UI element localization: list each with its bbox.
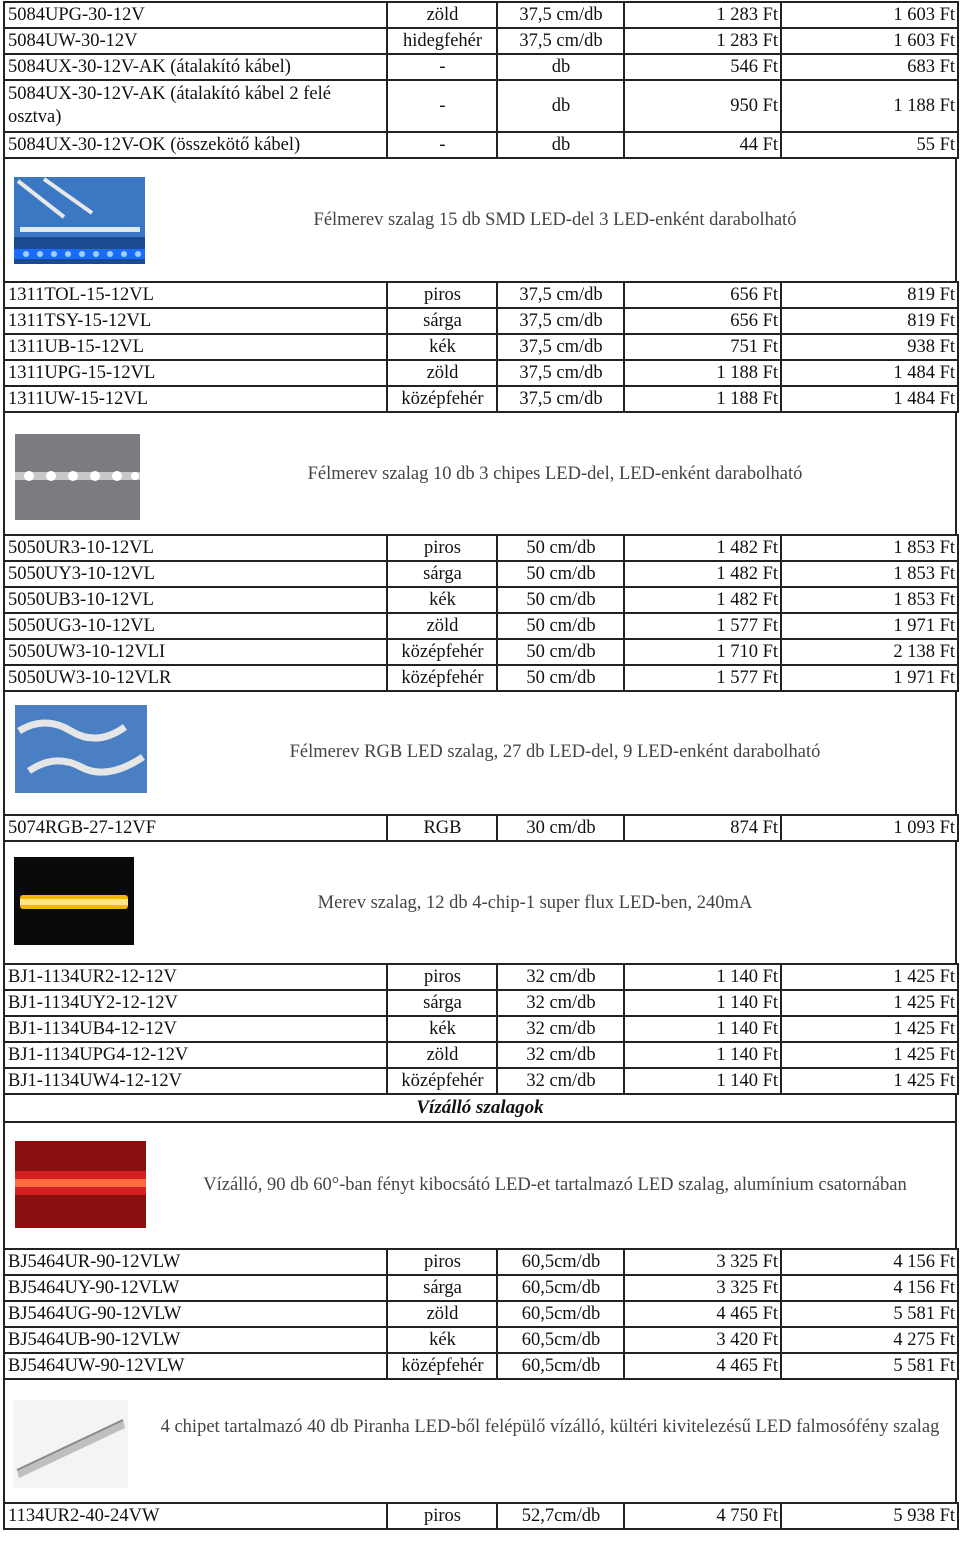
gross-price-cell: 1 188 Ft [781,80,958,132]
net-price-cell: 1 283 Ft [624,2,781,28]
table-row [4,282,958,308]
product-code-cell: 5050UR3-10-12VL [4,535,387,561]
net-price-cell: 1 482 Ft [624,561,781,587]
color-cell: középfehér [387,1353,497,1379]
color-cell: zöld [387,613,497,639]
net-price-cell: 3 420 Ft [624,1327,781,1353]
net-price-cell: 656 Ft [624,282,781,308]
length-cell: 37,5 cm/db [497,360,624,386]
color-cell: zöld [387,1042,497,1068]
table-row [4,1327,958,1353]
net-price-cell: 546 Ft [624,54,781,80]
price-table-7 [3,1502,959,1530]
table-row [4,990,958,1016]
net-price-cell: 1 710 Ft [624,639,781,665]
table-row [4,360,958,386]
net-price-cell: 1 140 Ft [624,964,781,990]
net-price-cell: 751 Ft [624,334,781,360]
table-row [4,334,958,360]
gross-price-cell: 4 275 Ft [781,1327,958,1353]
length-cell: 32 cm/db [497,1042,624,1068]
net-price-cell: 44 Ft [624,132,781,158]
color-cell: piros [387,535,497,561]
product-code-cell: 1134UR2-40-24VW [4,1503,387,1529]
table-row [4,535,958,561]
section-rgb-27 [3,692,957,814]
gross-price-cell: 819 Ft [781,282,958,308]
product-code-cell: BJ5464UR-90-12VLW [4,1249,387,1275]
product-code-cell: 5084UX-30-12V-OK (összekötő kábel) [4,132,387,158]
net-price-cell: 1 482 Ft [624,587,781,613]
color-cell: piros [387,1249,497,1275]
gross-price-cell: 5 581 Ft [781,1353,958,1379]
red-led-channel-photo [15,1141,146,1228]
net-price-cell: 1 140 Ft [624,990,781,1016]
net-price-cell: 1 140 Ft [624,1016,781,1042]
length-cell: 60,5cm/db [497,1327,624,1353]
table-row [4,1042,958,1068]
net-price-cell: 4 465 Ft [624,1353,781,1379]
gross-price-cell: 1 425 Ft [781,990,958,1016]
product-code-cell: 1311UB-15-12VL [4,334,387,360]
price-table-3 [3,534,959,692]
gross-price-cell: 1 603 Ft [781,28,958,54]
product-code-cell: 5084UPG-30-12V [4,2,387,28]
gross-price-cell: 1 425 Ft [781,964,958,990]
table-row [4,28,958,54]
color-cell: piros [387,282,497,308]
color-cell: kék [387,1327,497,1353]
table-row [4,1503,958,1529]
color-cell: kék [387,1016,497,1042]
gross-price-cell: 5 938 Ft [781,1503,958,1529]
length-cell: 32 cm/db [497,1068,624,1094]
gross-price-cell: 55 Ft [781,132,958,158]
product-code-cell: 5084UW-30-12V [4,28,387,54]
net-price-cell: 1 283 Ft [624,28,781,54]
table-row [4,613,958,639]
gross-price-cell: 1 853 Ft [781,561,958,587]
length-cell: 50 cm/db [497,613,624,639]
net-price-cell: 874 Ft [624,815,781,841]
color-cell: hidegfehér [387,28,497,54]
product-code-cell: BJ1-1134UB4-12-12V [4,1016,387,1042]
gross-price-cell: 1 093 Ft [781,815,958,841]
table-row [4,2,958,28]
product-code-cell: BJ5464UB-90-12VLW [4,1327,387,1353]
product-code-cell: 1311UPG-15-12VL [4,360,387,386]
color-cell: RGB [387,815,497,841]
gross-price-cell: 1 853 Ft [781,535,958,561]
color-cell: sárga [387,990,497,1016]
rgb-led-strip-photo [15,705,147,793]
gross-price-cell: 1 425 Ft [781,1042,958,1068]
section-caption: Félmerev RGB LED szalag, 27 db LED-del, 9 LED-enként darabolható [289,742,821,762]
length-cell: 50 cm/db [497,587,624,613]
length-cell: 60,5cm/db [497,1275,624,1301]
color-cell: piros [387,964,497,990]
net-price-cell: 1 188 Ft [624,386,781,412]
gross-price-cell: 938 Ft [781,334,958,360]
color-cell: sárga [387,308,497,334]
net-price-cell: 3 325 Ft [624,1249,781,1275]
gross-price-cell: 1 425 Ft [781,1068,958,1094]
table-row [4,1249,958,1275]
section-caption: Félmerev szalag 10 db 3 chipes LED-del, LED-enként darabolható [307,464,803,484]
table-row [4,665,958,691]
gross-price-cell: 683 Ft [781,54,958,80]
table-row [4,964,958,990]
color-cell: - [387,54,497,80]
section-caption: Félmerev szalag 15 db SMD LED-del 3 LED-enként darabolható [313,210,797,230]
product-code-cell: BJ5464UY-90-12VLW [4,1275,387,1301]
length-cell: 37,5 cm/db [497,28,624,54]
net-price-cell: 1 482 Ft [624,535,781,561]
net-price-cell: 3 325 Ft [624,1275,781,1301]
color-cell: kék [387,587,497,613]
product-code-cell: 5050UW3-10-12VLI [4,639,387,665]
gross-price-cell: 1 484 Ft [781,360,958,386]
product-code-cell: 5074RGB-27-12VF [4,815,387,841]
gross-price-cell: 1 971 Ft [781,665,958,691]
product-code-cell: 5084UX-30-12V-AK (átalakító kábel 2 felé osztva) [4,80,387,132]
yellow-led-bar-photo [14,857,134,945]
section-smd-15 [3,159,957,281]
white-led-strip-photo [15,434,140,520]
table-row [4,1068,958,1094]
table-row [4,80,958,132]
product-code-cell: 1311UW-15-12VL [4,386,387,412]
gross-price-cell: 1 971 Ft [781,613,958,639]
table-row [4,1353,958,1379]
table-row [4,54,958,80]
waterproof-section-title: Vízálló szalagok [3,1095,957,1123]
section-3chip-10 [3,413,957,534]
color-cell: sárga [387,1275,497,1301]
section-caption: Vízálló, 90 db 60°-ban fényt kibocsátó LED-et tartalmazó LED szalag, alumínium csatornában [203,1175,907,1195]
color-cell: piros [387,1503,497,1529]
length-cell: 32 cm/db [497,1016,624,1042]
net-price-cell: 656 Ft [624,308,781,334]
gross-price-cell: 5 581 Ft [781,1301,958,1327]
net-price-cell: 4 465 Ft [624,1301,781,1327]
product-code-cell: 5050UG3-10-12VL [4,613,387,639]
table-row [4,1275,958,1301]
color-cell: kék [387,334,497,360]
table-row [4,639,958,665]
price-table-6 [3,1248,959,1380]
gross-price-cell: 819 Ft [781,308,958,334]
net-price-cell: 1 577 Ft [624,665,781,691]
table-row [4,1301,958,1327]
length-cell: 37,5 cm/db [497,334,624,360]
table-row [4,587,958,613]
product-code-cell: BJ5464UW-90-12VLW [4,1353,387,1379]
price-table-4 [3,814,959,842]
table-row [4,815,958,841]
color-cell: középfehér [387,386,497,412]
length-cell: 60,5cm/db [497,1353,624,1379]
gross-price-cell: 1 603 Ft [781,2,958,28]
product-code-cell: BJ5464UG-90-12VLW [4,1301,387,1327]
gross-price-cell: 1 484 Ft [781,386,958,412]
product-code-cell: BJ1-1134UW4-12-12V [4,1068,387,1094]
length-cell: db [497,54,624,80]
color-cell: zöld [387,1301,497,1327]
table-row [4,1016,958,1042]
color-cell: zöld [387,2,497,28]
length-cell: 50 cm/db [497,665,624,691]
length-cell: 37,5 cm/db [497,308,624,334]
gross-price-cell: 1 853 Ft [781,587,958,613]
product-code-cell: 5050UY3-10-12VL [4,561,387,587]
length-cell: 37,5 cm/db [497,2,624,28]
product-code-cell: 5050UB3-10-12VL [4,587,387,613]
length-cell: db [497,80,624,132]
table-row [4,386,958,412]
length-cell: 32 cm/db [497,990,624,1016]
price-table-5 [3,963,959,1095]
table-row [4,561,958,587]
length-cell: 32 cm/db [497,964,624,990]
color-cell: középfehér [387,1068,497,1094]
section-superflux-12 [3,842,957,963]
section-caption: Merev szalag, 12 db 4-chip-1 super flux LED-ben, 240mA [317,893,753,913]
length-cell: 50 cm/db [497,561,624,587]
price-table-2 [3,281,959,413]
net-price-cell: 1 140 Ft [624,1042,781,1068]
table-row [4,308,958,334]
section-waterproof-90 [3,1123,957,1248]
length-cell: 52,7cm/db [497,1503,624,1529]
color-cell: középfehér [387,639,497,665]
color-cell: zöld [387,360,497,386]
net-price-cell: 1 577 Ft [624,613,781,639]
table-row [4,132,958,158]
length-cell: 60,5cm/db [497,1301,624,1327]
length-cell: 37,5 cm/db [497,282,624,308]
blue-led-strip-photo [14,177,145,264]
length-cell: 60,5cm/db [497,1249,624,1275]
gross-price-cell: 4 156 Ft [781,1275,958,1301]
gross-price-cell: 2 138 Ft [781,639,958,665]
product-code-cell: BJ1-1134UPG4-12-12V [4,1042,387,1068]
color-cell: - [387,132,497,158]
length-cell: 50 cm/db [497,535,624,561]
length-cell: 30 cm/db [497,815,624,841]
gross-price-cell: 1 425 Ft [781,1016,958,1042]
net-price-cell: 1 140 Ft [624,1068,781,1094]
price-table-1 [3,1,959,159]
color-cell: - [387,80,497,132]
color-cell: középfehér [387,665,497,691]
length-cell: 50 cm/db [497,639,624,665]
section-piranha-40 [3,1380,957,1502]
length-cell: 37,5 cm/db [497,386,624,412]
product-code-cell: BJ1-1134UY2-12-12V [4,990,387,1016]
length-cell: db [497,132,624,158]
piranha-wallwasher-photo [13,1400,128,1488]
product-code-cell: BJ1-1134UR2-12-12V [4,964,387,990]
product-code-cell: 1311TOL-15-12VL [4,282,387,308]
color-cell: sárga [387,561,497,587]
net-price-cell: 4 750 Ft [624,1503,781,1529]
product-code-cell: 5050UW3-10-12VLR [4,665,387,691]
section-caption: 4 chipet tartalmazó 40 db Piranha LED-ből felépülő vízálló, kültéri kivitelezésű LED falmosófény szalag [160,1417,940,1437]
net-price-cell: 950 Ft [624,80,781,132]
net-price-cell: 1 188 Ft [624,360,781,386]
product-code-cell: 1311TSY-15-12VL [4,308,387,334]
gross-price-cell: 4 156 Ft [781,1249,958,1275]
product-code-cell: 5084UX-30-12V-AK (átalakító kábel) [4,54,387,80]
